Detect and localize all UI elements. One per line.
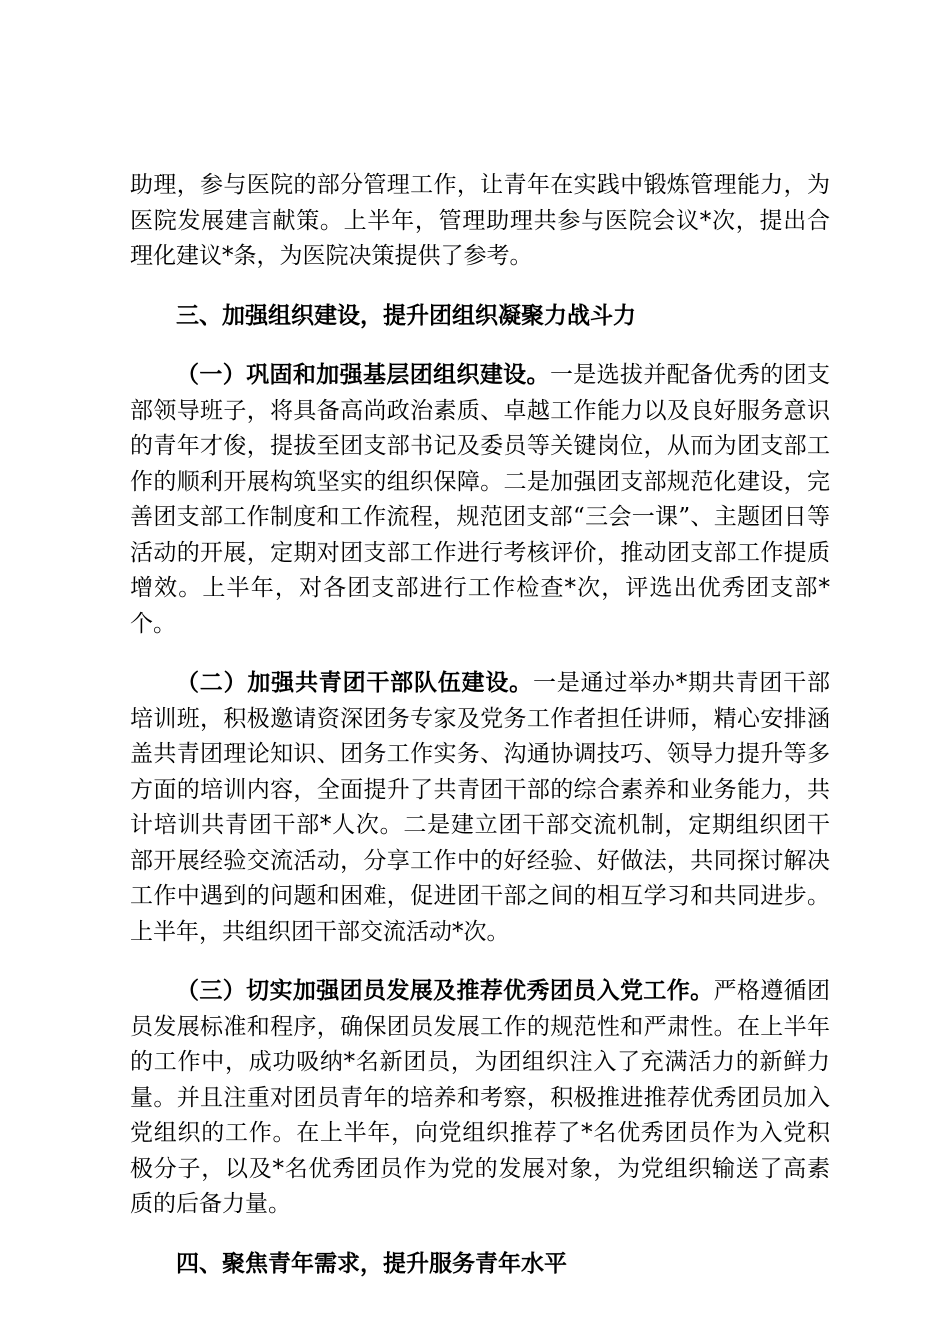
paragraph-item-2 — [130, 666, 830, 950]
document-body — [130, 168, 830, 1282]
paragraph-gap — [130, 950, 830, 974]
paragraph-item-1 — [130, 358, 830, 642]
paragraph-intro: 助理，参与医院的部分管理工作，让青年在实践中锻炼管理能力，为医院发展建言献策。上半年，管理助理共参与医院会议*次，提出合理化建议*条，为医院决策提供了参考。 — [130, 172, 830, 269]
item-2-lead: （二）加强共青团干部队伍建设。 — [176, 670, 533, 696]
item-3-lead: （三）切实加强团员发展及推荐优秀团员入党工作。 — [176, 978, 714, 1004]
paragraph-gap — [130, 334, 830, 358]
item-1-lead: （一）巩固和加强基层团组织建设。 — [176, 362, 550, 388]
item-2-body: 一是通过举办*期共青团干部培训班，积极邀请资深团务专家及党务工作者担任讲师，精心安排涵盖共青团理论知识、团务工作实务、沟通协调技巧、领导力提升等多方面的培训内容，全面提升了共青团干部的综合素养和业务能力，共计培训共青团干部*人次。二是建立团干部交流机制，定期组织团干部开展经验交流活动，分享工作中的好经验、好做法，共同探讨解决工作中遇到的问题和困难，促进团干部之间的相互学习和共同进步。上半年，共组织团干部交流活动*次。 — [130, 670, 831, 945]
section-heading-4: 四、聚焦青年需求，提升服务青年水平 — [176, 1250, 567, 1277]
paragraph-gap — [130, 275, 830, 299]
paragraph-gap — [130, 1223, 830, 1247]
section-heading-3: 三、加强组织建设，提升团组织凝聚力战斗力 — [176, 302, 636, 329]
item-3-body: 严格遵循团员发展标准和程序，确保团员发展工作的规范性和严肃性。在上半年的工作中，成功吸纳*名新团员，为团组织注入了充满活力的新鲜力量。并且注重对团员青年的培养和考察，积极推进推荐优秀团员加入党组织的工作。在上半年，向党组织推荐了*名优秀团员作为入党积极分子，以及*名优秀团员作为党的发展对象，为党组织输送了高素质的后备力量。 — [130, 978, 831, 1217]
paragraph-item-3 — [130, 974, 830, 1223]
paragraph-gap — [130, 642, 830, 666]
item-1-body: 一是选拔并配备优秀的团支部领导班子，将具备高尚政治素质、卓越工作能力以及良好服务意识的青年才俊，提拔至团支部书记及委员等关键岗位，从而为团支部工作的顺利开展构筑坚实的组织保障。二是加强团支部规范化建设，完善团支部工作制度和工作流程，规范团支部“三会一课”、主题团日等活动的开展，定期对团支部工作进行考核评价，推动团支部工作提质增效。上半年，对各团支部进行工作检查*次，评选出优秀团支部*个。 — [130, 362, 831, 637]
